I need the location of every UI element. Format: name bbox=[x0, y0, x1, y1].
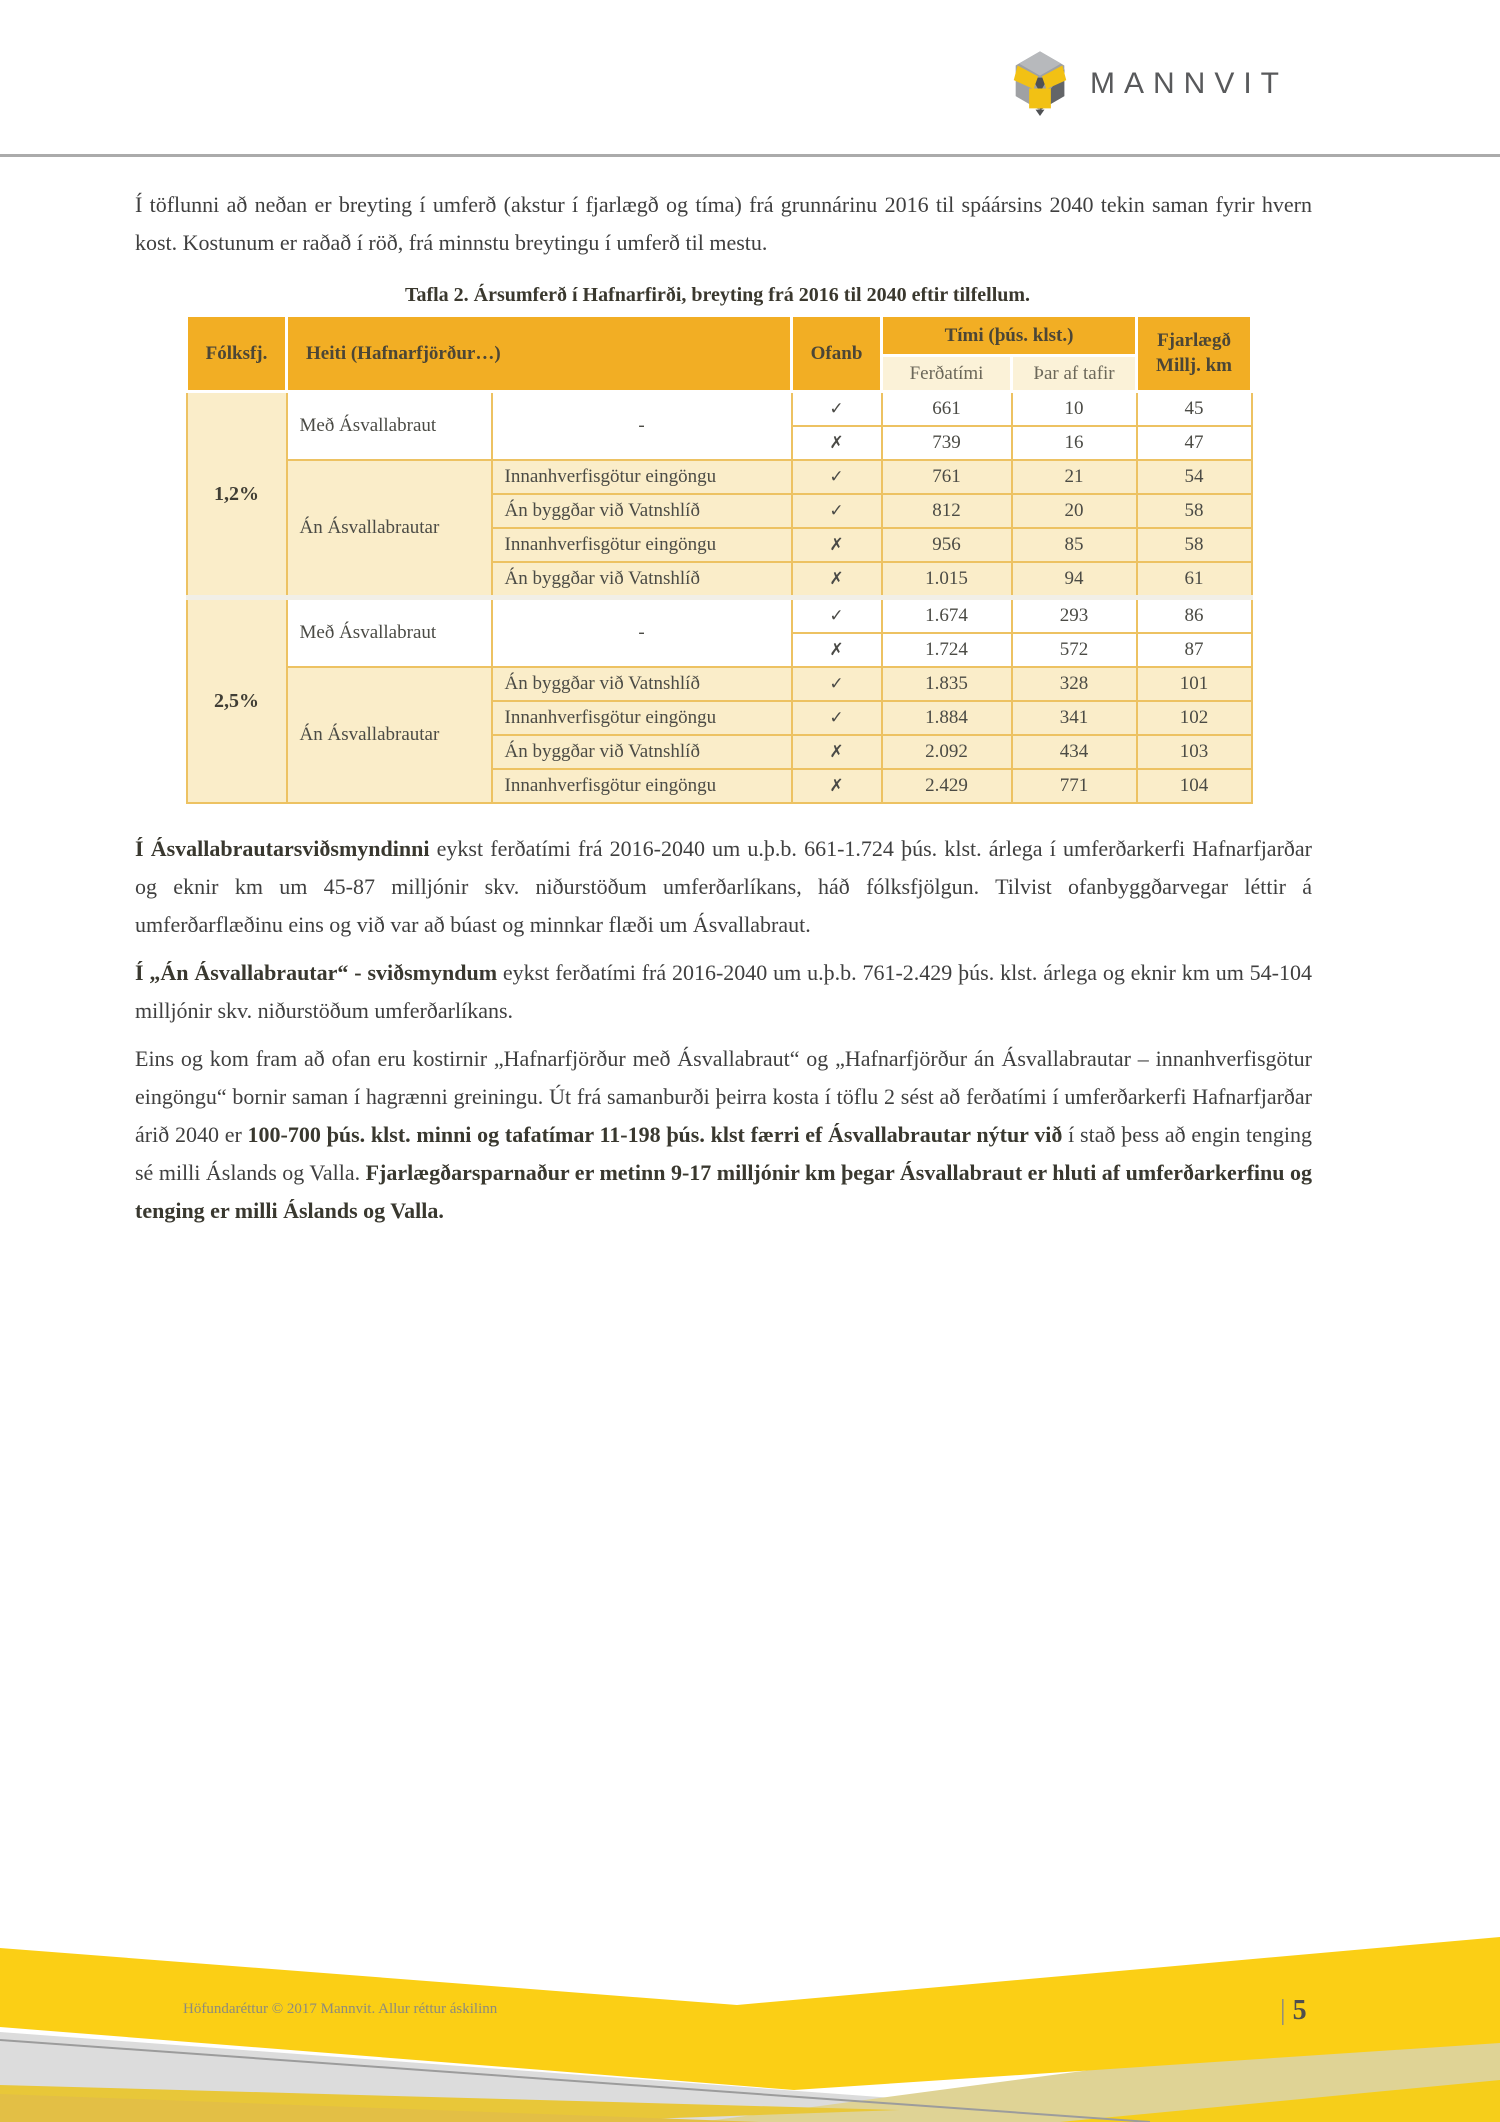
table-header-row-1 bbox=[187, 316, 1252, 356]
variant-cell: Innanhverfisgötur eingöngu bbox=[492, 528, 792, 562]
table-row bbox=[187, 598, 1252, 634]
brand-name: MANNVIT bbox=[1090, 67, 1288, 100]
col-header-distance-line2: Millj. km bbox=[1156, 354, 1233, 376]
variant-cell: - bbox=[492, 392, 792, 461]
variant-cell: Innanhverfisgötur eingöngu bbox=[492, 701, 792, 735]
mannvit-logo-icon bbox=[1008, 46, 1072, 122]
header-divider-rule bbox=[0, 154, 1500, 157]
paragraph-comparison: Eins og kom fram að ofan eru kostirnir „Hafnarfjörður með Ásvallabraut“ og „Hafnarfjörður án Ásvallabrautar – innanhverfisgötur eingöngu“ bornir saman í hagrænni greiningu. Út frá samanburði þeirra kosta í töflu 2 sést að ferðatími í umferðarkerfi Hafnarfjarðar árið 2040 er 100-700 þús. klst. minni og tafatímar 11-198 þús. klst færri ef Ásvallabrautar nýtur við í stað þess að engin tenging sé milli Áslands og Valla. Fjarlægðarsparnaður er metinn 9-17 milljónir km þegar Ásvallabraut er hluti af umferðarkerfinu og tenging er milli Áslands og Valla. bbox=[135, 1046, 1312, 1223]
distance-value: 86 bbox=[1137, 598, 1252, 634]
travel-time-value: 661 bbox=[882, 392, 1012, 427]
table-row bbox=[187, 460, 1252, 494]
col-header-delay: Þar af tafir bbox=[1012, 356, 1137, 392]
scenario-cell: Án Ásvallabrautar bbox=[287, 460, 492, 598]
copyright-notice: Höfundaréttur © 2017 Mannvit. Allur réttur áskilinn bbox=[183, 2001, 498, 2017]
delay-value: 16 bbox=[1012, 426, 1137, 460]
table-head bbox=[187, 316, 1252, 392]
paragraph-without-asvallabraut-scenario: Í „Án Ásvallabrautar“ - sviðsmyndum eykst ferðatími frá 2016-2040 um u.þ.b. 761-2.429 þús. klst. árlega og eknir km um 54-104 milljónir skv. niðurstöðum umferðarlíkans. bbox=[135, 960, 1312, 1023]
delay-value: 293 bbox=[1012, 598, 1137, 634]
scenario-cell: Með Ásvallabraut bbox=[287, 392, 492, 461]
ofanb-mark: ✗ bbox=[792, 633, 882, 667]
travel-time-value: 812 bbox=[882, 494, 1012, 528]
variant-cell: - bbox=[492, 598, 792, 668]
variant-cell: Án byggðar við Vatnshlíð bbox=[492, 735, 792, 769]
ofanb-mark: ✓ bbox=[792, 460, 882, 494]
variant-cell: Án byggðar við Vatnshlíð bbox=[492, 562, 792, 598]
col-header-name: Heiti (Hafnarfjörður…) bbox=[287, 316, 792, 392]
distance-value: 104 bbox=[1137, 769, 1252, 803]
distance-value: 87 bbox=[1137, 633, 1252, 667]
travel-time-value: 761 bbox=[882, 460, 1012, 494]
table-row bbox=[187, 667, 1252, 701]
distance-value: 58 bbox=[1137, 494, 1252, 528]
col-header-distance bbox=[1137, 316, 1252, 392]
travel-time-value: 2.429 bbox=[882, 769, 1012, 803]
col-header-distance-line1: Fjarlægð bbox=[1157, 329, 1231, 351]
mannvit-logo bbox=[1008, 46, 1288, 122]
ofanb-mark: ✓ bbox=[792, 598, 882, 634]
delay-value: 20 bbox=[1012, 494, 1137, 528]
variant-cell: Án byggðar við Vatnshlíð bbox=[492, 494, 792, 528]
table-caption: Tafla 2. Ársumferð í Hafnarfirði, breyting frá 2016 til 2040 eftir tilfellum. bbox=[404, 284, 1031, 306]
traffic-table-block bbox=[185, 284, 1250, 804]
col-header-travel-time: Ferðatími bbox=[882, 356, 1012, 392]
paragraph-asvallabraut-scenario: Í Ásvallabrautarsviðsmyndinni eykst ferðatími frá 2016-2040 um u.þ.b. 661-1.724 þús. klst. árlega í umferðarkerfi Hafnarfjarðar og eknir km um 45-87 milljónir skv. niðurstöðum umferðarlíkans, háð fólksfjölgun. Tilvist ofanbyggðarvegar léttir á umferðarflæðinu eins og við var að búast og minnkar flæði um Ásvallabraut. bbox=[135, 836, 1312, 937]
distance-value: 47 bbox=[1137, 426, 1252, 460]
travel-time-value: 1.724 bbox=[882, 633, 1012, 667]
ofanb-mark: ✗ bbox=[792, 426, 882, 460]
ofanb-mark: ✗ bbox=[792, 562, 882, 598]
delay-value: 85 bbox=[1012, 528, 1137, 562]
distance-value: 58 bbox=[1137, 528, 1252, 562]
distance-value: 61 bbox=[1137, 562, 1252, 598]
variant-cell: Án byggðar við Vatnshlíð bbox=[492, 667, 792, 701]
col-header-population: Fólksfj. bbox=[187, 316, 287, 392]
ofanb-mark: ✗ bbox=[792, 528, 882, 562]
page-number bbox=[1280, 1995, 1307, 2027]
delay-value: 328 bbox=[1012, 667, 1137, 701]
ofanb-mark: ✓ bbox=[792, 494, 882, 528]
logo-face-bottom-square bbox=[1029, 88, 1051, 108]
col-header-ofanb: Ofanb bbox=[792, 316, 882, 392]
travel-time-value: 1.015 bbox=[882, 562, 1012, 598]
delay-value: 572 bbox=[1012, 633, 1137, 667]
delay-value: 771 bbox=[1012, 769, 1137, 803]
travel-time-value: 739 bbox=[882, 426, 1012, 460]
ofanb-mark: ✓ bbox=[792, 667, 882, 701]
scenario-cell: Án Ásvallabrautar bbox=[287, 667, 492, 803]
delay-value: 434 bbox=[1012, 735, 1137, 769]
distance-value: 101 bbox=[1137, 667, 1252, 701]
table-row bbox=[187, 392, 1252, 427]
traffic-table bbox=[185, 314, 1253, 804]
travel-time-value: 2.092 bbox=[882, 735, 1012, 769]
delay-value: 94 bbox=[1012, 562, 1137, 598]
logo-face-bottom-point bbox=[1036, 110, 1045, 116]
delay-value: 341 bbox=[1012, 701, 1137, 735]
page-content bbox=[135, 186, 1312, 1240]
table-body bbox=[187, 392, 1252, 804]
travel-time-value: 956 bbox=[882, 528, 1012, 562]
page-number-separator: | bbox=[1280, 1995, 1286, 2026]
variant-cell: Innanhverfisgötur eingöngu bbox=[492, 460, 792, 494]
col-header-time-group: Tími (þús. klst.) bbox=[882, 316, 1137, 356]
ofanb-mark: ✓ bbox=[792, 392, 882, 427]
travel-time-value: 1.884 bbox=[882, 701, 1012, 735]
distance-value: 102 bbox=[1137, 701, 1252, 735]
distance-value: 54 bbox=[1137, 460, 1252, 494]
scenario-cell: Með Ásvallabraut bbox=[287, 598, 492, 668]
distance-value: 45 bbox=[1137, 392, 1252, 427]
variant-cell: Innanhverfisgötur eingöngu bbox=[492, 769, 792, 803]
ofanb-mark: ✗ bbox=[792, 769, 882, 803]
delay-value: 21 bbox=[1012, 460, 1137, 494]
travel-time-value: 1.835 bbox=[882, 667, 1012, 701]
ofanb-mark: ✓ bbox=[792, 701, 882, 735]
ofanb-mark: ✗ bbox=[792, 735, 882, 769]
paragraph-intro: Í töflunni að neðan er breyting í umferð (akstur í fjarlægð og tíma) frá grunnárinu 2016 til spáársins 2040 tekin saman fyrir hvern kost. Kostunum er raðað í röð, frá minnstu breytingu í umferð til mestu. bbox=[135, 192, 1312, 255]
travel-time-value: 1.674 bbox=[882, 598, 1012, 634]
delay-value: 10 bbox=[1012, 392, 1137, 427]
population-cell: 1,2% bbox=[187, 392, 287, 598]
page-number-value: 5 bbox=[1292, 1995, 1307, 2026]
distance-value: 103 bbox=[1137, 735, 1252, 769]
population-cell: 2,5% bbox=[187, 598, 287, 804]
